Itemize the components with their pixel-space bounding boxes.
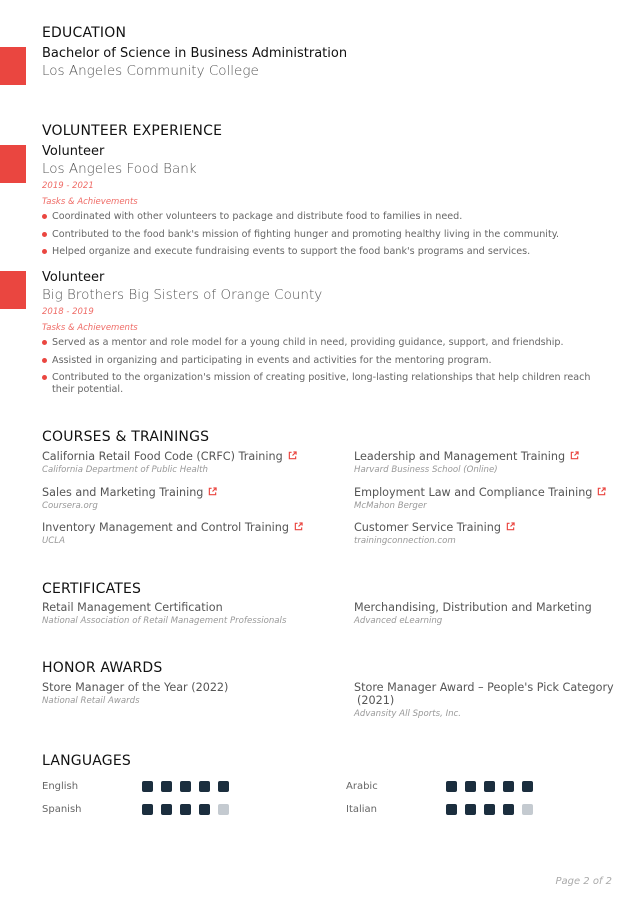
award-name: Store Manager of the Year (2022): [42, 681, 229, 694]
rating-filled-icon: [522, 781, 533, 792]
language-row-italian: [346, 804, 533, 815]
bullet-dot-icon: [42, 358, 47, 363]
proficiency-rating: [142, 804, 229, 815]
external-link-icon[interactable]: [294, 522, 303, 531]
language-name: Italian: [346, 804, 378, 815]
volunteer-accent-bar-1: [0, 145, 26, 183]
rating-filled-icon: [180, 781, 191, 792]
rating-filled-icon: [161, 804, 172, 815]
bullet-item: Contributed to the food bank's mission of fighting hunger and promoting healthy living in the community.: [42, 229, 602, 241]
course-name: Leadership and Management Training: [354, 450, 566, 463]
course-name: Customer Service Training: [354, 521, 501, 534]
course-name: California Retail Food Code (CRFC) Training: [42, 450, 283, 463]
course-provider: McMahon Berger: [354, 501, 427, 511]
page-number: Page 2 of 2: [555, 876, 612, 887]
tasks-label: Tasks & Achievements: [42, 197, 138, 207]
rating-filled-icon: [446, 781, 457, 792]
proficiency-rating: [446, 781, 533, 792]
course-item: [42, 486, 217, 511]
rating-filled-icon: [161, 781, 172, 792]
volunteer-dates: 2018 - 2019: [42, 307, 94, 317]
bullet-item: Served as a mentor and role model for a young child in need, providing guidance, support, and friendship.: [42, 337, 602, 349]
certificate-issuer: National Association of Retail Management Professionals: [42, 616, 287, 626]
course-name: Sales and Marketing Training: [42, 486, 204, 499]
external-link-icon[interactable]: [288, 451, 297, 460]
rating-filled-icon: [465, 781, 476, 792]
language-row-arabic: [346, 781, 533, 792]
language-name: English: [42, 781, 79, 792]
course-item: [42, 450, 297, 475]
award-issuer: Advansity All Sports, Inc.: [354, 709, 462, 719]
bullet-dot-icon: [42, 214, 47, 219]
rating-filled-icon: [484, 781, 495, 792]
rating-filled-icon: [503, 804, 514, 815]
volunteer-accent-bar-2: [0, 271, 26, 309]
language-row-spanish: [42, 804, 229, 815]
bullet-item: Coordinated with other volunteers to package and distribute food to families in need.: [42, 211, 602, 223]
course-provider: Coursera.org: [42, 501, 98, 511]
certificate-name: Retail Management Certification: [42, 601, 223, 614]
bullet-item: Contributed to the organization's mission of creating positive, long-lasting relationships that help children reach their potential.: [42, 372, 602, 396]
external-link-icon[interactable]: [570, 451, 579, 460]
education-degree: Bachelor of Science in Business Administration: [42, 46, 348, 61]
bullet-dot-icon: [42, 232, 47, 237]
award-name-line1: Store Manager Award – People's Pick Category: [354, 681, 614, 694]
rating-filled-icon: [180, 804, 191, 815]
education-heading: EDUCATION: [42, 25, 127, 41]
certificate-item: [42, 601, 286, 626]
language-name: Spanish: [42, 804, 82, 815]
course-item: [354, 450, 579, 475]
rating-filled-icon: [142, 781, 153, 792]
certificate-name: Merchandising, Distribution and Marketing: [354, 601, 592, 614]
award-item: [42, 681, 228, 706]
award-name-line2: (2021): [357, 694, 395, 707]
volunteer-role: Volunteer: [42, 144, 105, 159]
course-provider: trainingconnection.com: [354, 536, 456, 546]
bullet-dot-icon: [42, 340, 47, 345]
award-item: [354, 681, 614, 719]
rating-empty-icon: [218, 804, 229, 815]
tasks-label: Tasks & Achievements: [42, 323, 138, 333]
education-accent-bar: [0, 47, 26, 85]
course-item: [354, 521, 515, 546]
volunteer-dates: 2019 - 2021: [42, 181, 94, 191]
course-provider: California Department of Public Health: [42, 465, 208, 475]
bullet-dot-icon: [42, 375, 47, 380]
course-item: [354, 486, 606, 511]
language-row-english: [42, 781, 229, 792]
rating-filled-icon: [142, 804, 153, 815]
course-provider: Harvard Business School (Online): [354, 465, 498, 475]
external-link-icon[interactable]: [208, 487, 217, 496]
rating-filled-icon: [465, 804, 476, 815]
rating-filled-icon: [503, 781, 514, 792]
rating-filled-icon: [484, 804, 495, 815]
course-provider: UCLA: [42, 536, 65, 546]
bullet-item: Assisted in organizing and participating in events and activities for the mentoring program.: [42, 355, 602, 367]
rating-filled-icon: [446, 804, 457, 815]
bullet-item: Helped organize and execute fundraising events to support the food bank's programs and services.: [42, 246, 602, 258]
rating-filled-icon: [199, 781, 210, 792]
volunteer-bullet-list: [42, 337, 602, 402]
course-name: Employment Law and Compliance Training: [354, 486, 593, 499]
award-issuer: National Retail Awards: [42, 696, 140, 706]
awards-heading: HONOR AWARDS: [42, 660, 163, 676]
language-name: Arabic: [346, 781, 378, 792]
volunteer-bullet-list: [42, 211, 602, 264]
proficiency-rating: [142, 781, 229, 792]
external-link-icon[interactable]: [506, 522, 515, 531]
volunteer-org: Los Angeles Food Bank: [42, 161, 197, 177]
certificate-item: [354, 601, 592, 626]
volunteer-org: Big Brothers Big Sisters of Orange County: [42, 287, 323, 303]
rating-filled-icon: [218, 781, 229, 792]
volunteer-heading: VOLUNTEER EXPERIENCE: [42, 123, 223, 139]
rating-empty-icon: [522, 804, 533, 815]
rating-filled-icon: [199, 804, 210, 815]
course-name: Inventory Management and Control Training: [42, 521, 289, 534]
proficiency-rating: [446, 804, 533, 815]
bullet-dot-icon: [42, 249, 47, 254]
languages-heading: LANGUAGES: [42, 753, 131, 769]
courses-heading: COURSES & TRAININGS: [42, 429, 210, 445]
external-link-icon[interactable]: [597, 487, 606, 496]
certificates-heading: CERTIFICATES: [42, 581, 142, 597]
course-item: [42, 521, 303, 546]
education-school: Los Angeles Community College: [42, 63, 259, 79]
volunteer-role: Volunteer: [42, 270, 105, 285]
certificate-issuer: Advanced eLearning: [354, 616, 443, 626]
